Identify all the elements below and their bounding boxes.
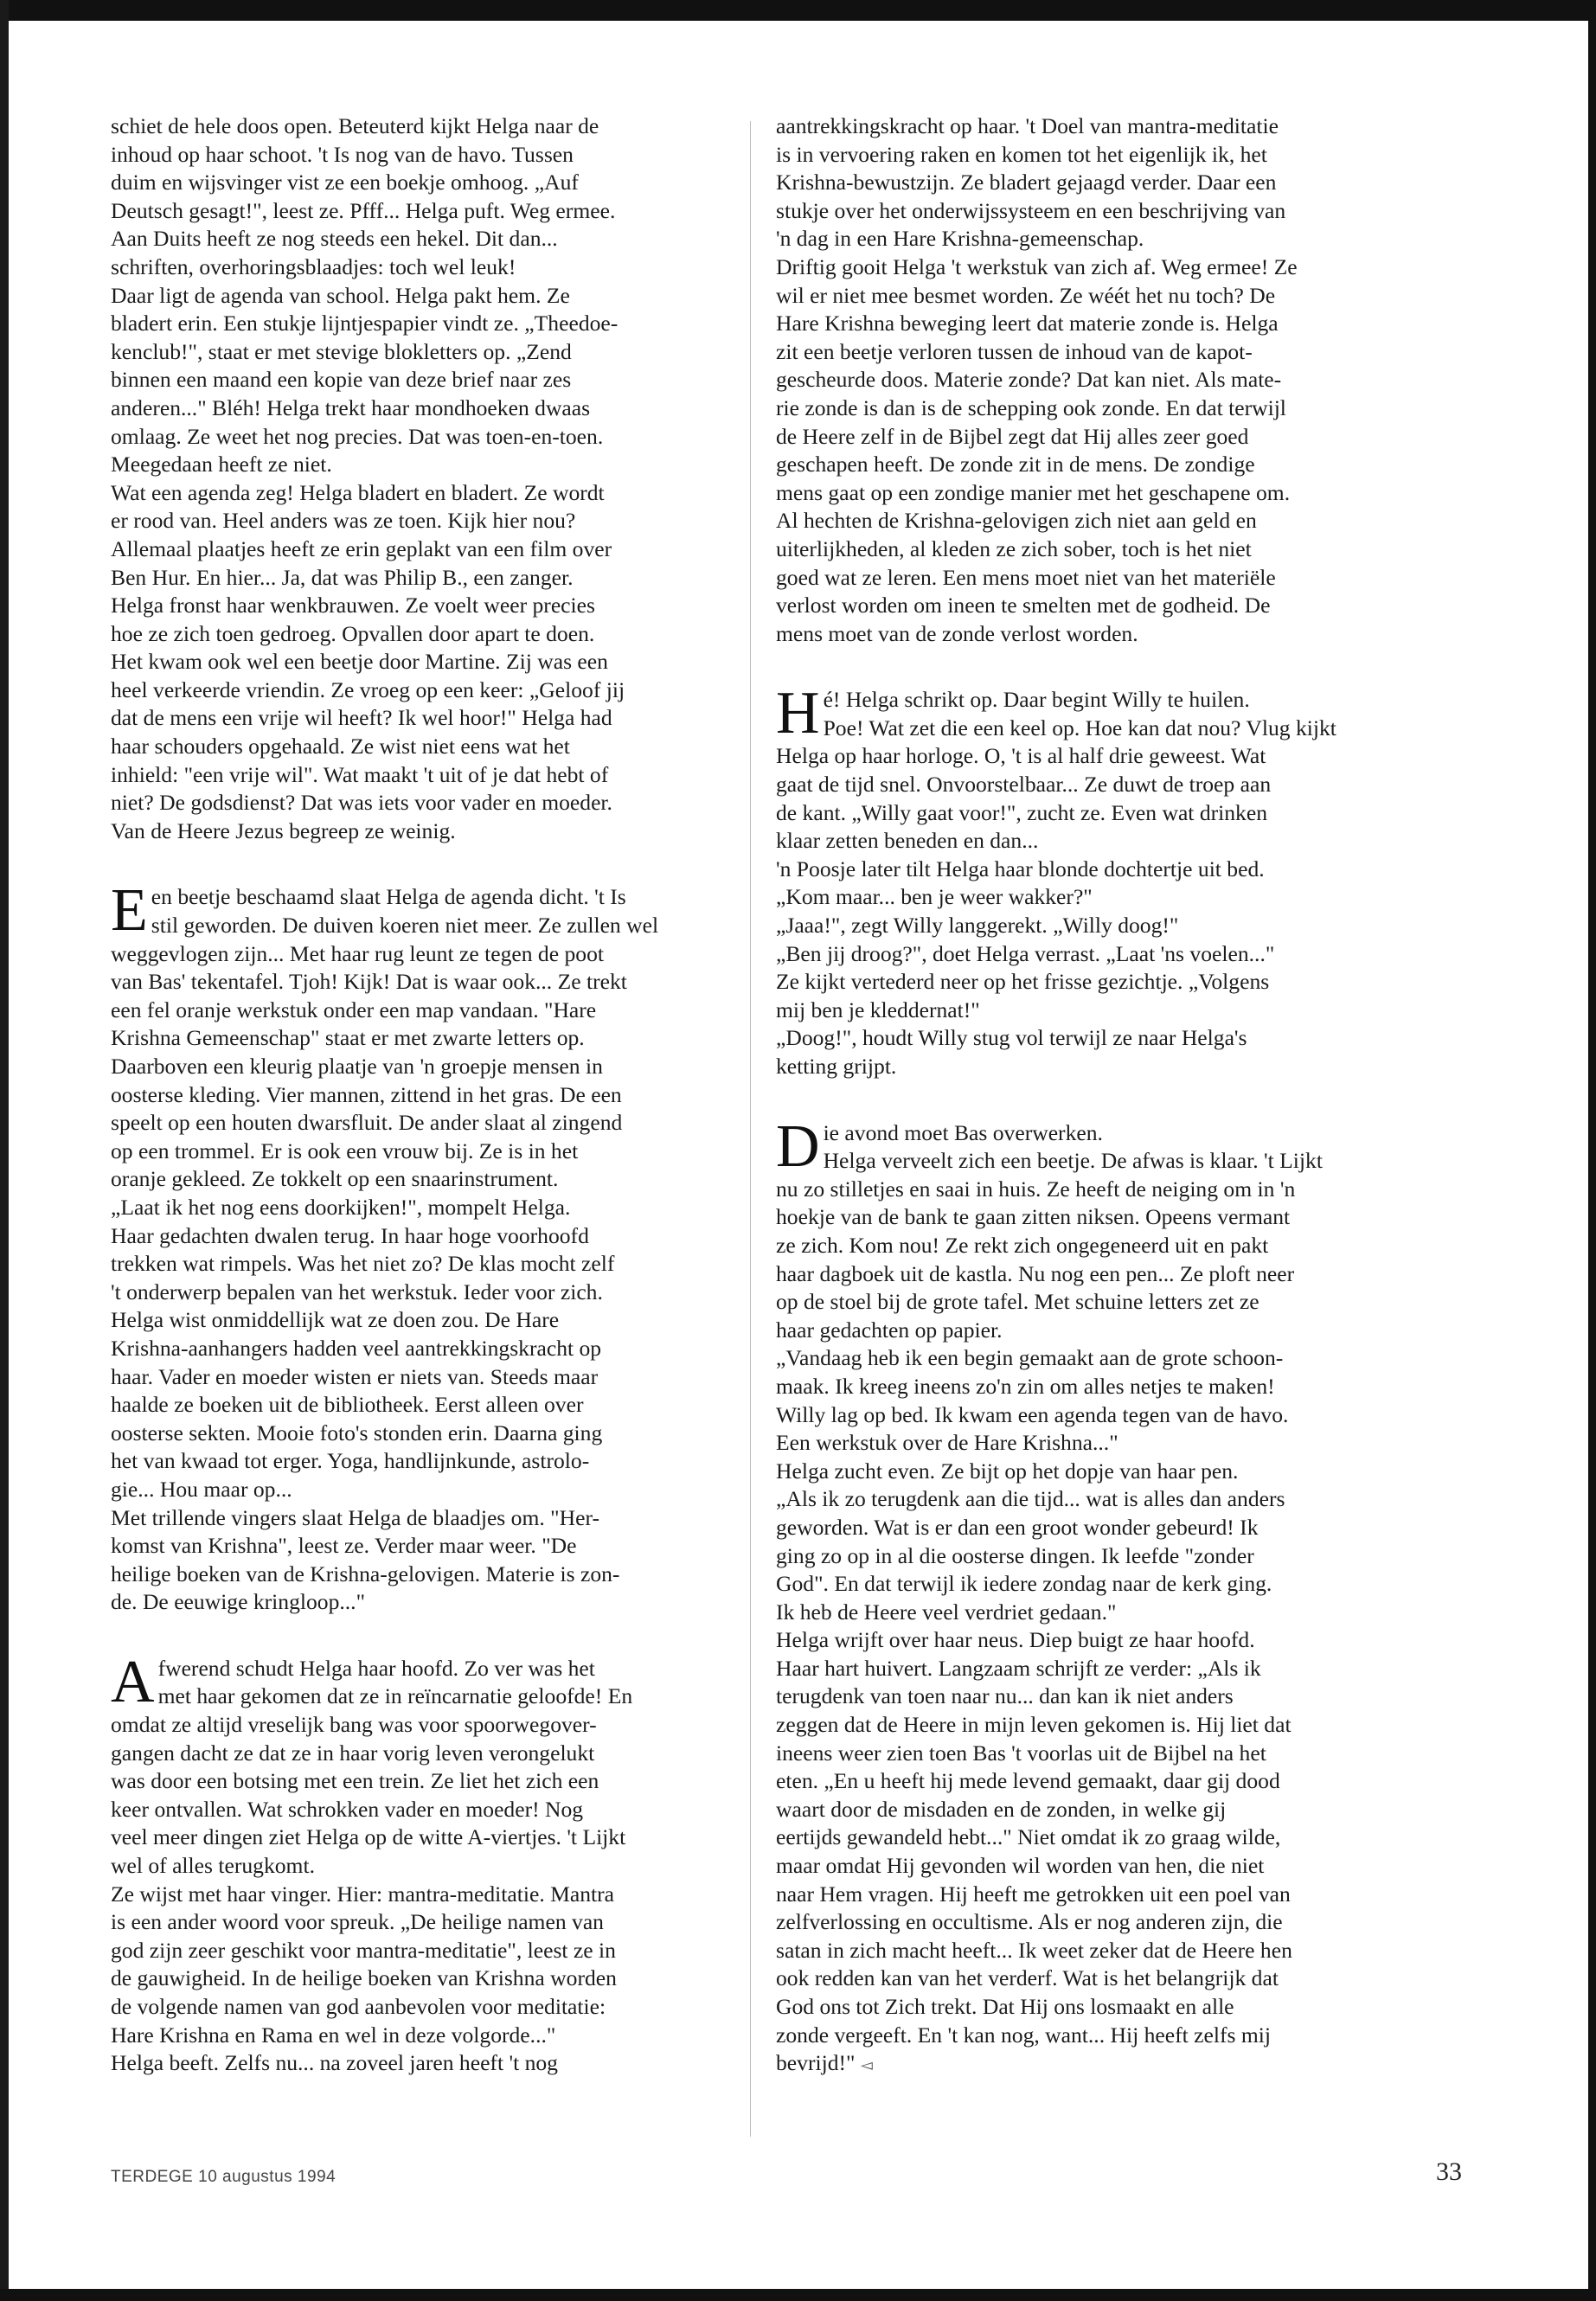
publication-footer: TERDEGE 10 augustus 1994 xyxy=(111,2168,337,2186)
right-column xyxy=(776,112,1435,2132)
scan-border-top xyxy=(0,0,1596,21)
end-of-article-icon: ◅ xyxy=(860,2056,873,2074)
dropcap-a: A xyxy=(111,1648,155,1715)
left-column xyxy=(111,112,723,2132)
column-divider xyxy=(750,121,751,2137)
page-number: 33 xyxy=(1436,2157,1462,2186)
dropcap-e: E xyxy=(111,877,148,945)
scan-border-bottom xyxy=(0,2289,1596,2301)
paragraph-right-3: Die avond moet Bas overwerken. Helga verveelt zich een beetje. De afwas is klaar. 't Lijkt nu zo stilletjes en saai in huis. Ze heeft de neiging om in 'n hoekje van de bank te gaan zitten niksen. Opeens vermant ze zich. Kom nou! Ze rekt zich ongegeneerd uit en pakt haar dagboek uit de kastla. Nu nog een pen... Ze ploft neer op de stoel bij de grote tafel. Met schuine letters zet ze haar gedachten op papier. „Vandaag heb ik een begin gemaakt aan de grote schoon- maak. Ik kreeg ineens zo'n zin om alles netjes te maken! Willy lag op bed. Ik kwam een agenda tegen van de havo. Een werkstuk over de Hare Krishna..." Helga zucht even. Ze bijt op het dopje van haar pen. „Als ik zo terugdenk aan die tijd... wat is alles dan anders geworden. Wat is er dan een groot wonder gebeurd! Ik ging zo op in al die oosterse dingen. Ik leefde "zonder God". En dat terwijl ik iedere zondag naar de kerk ging. Ik heb de Heere veel verdriet gedaan." Helga wrijft over haar neus. Diep buigt ze haar hoofd. Haar hart huivert. Langzaam schrijft ze verder: „Als ik terugdenk van toen naar nu... dan kan ik niet anders zeggen dat de Heere in mijn leven gekomen is. Hij liet dat ineens weer zien toen Bas 't voorlas uit de Bijbel na het eten. „En u heeft hij mede levend gemaakt, daar gij dood waart door de misdaden en de zonden, in welke gij eertijds gewandeld hebt..." Niet omdat ik zo graag wilde, maar omdat Hij gevonden wil worden van hen, die niet naar Hem vragen. Hij heeft me getrokken uit een poel van zelfverlossing en occultisme. Als er nog anderen zijn, die satan in zich macht heeft... Ik weet zeker dat de Heere hen ook redden kan van het verderf. Wat is het belangrijk dat God ons tot Zich trekt. Dat Hij ons losmaakt en alle zonde vergeeft. En 't kan nog, want... Hij heeft zelfs mij bevrijd!" ◅ xyxy=(776,1112,1323,2076)
dropcap-h: H xyxy=(776,680,820,747)
scan-border-right xyxy=(1588,0,1596,2301)
paragraph-right-2: Hé! Helga schrikt op. Daar begint Willy te huilen. Poe! Wat zet die een keel op. Hoe kan dat nou? Vlug kijkt Helga op haar horloge. O, 't is al half drie geweest. Wat gaat de tijd snel. Onvoorstelbaar... Ze duwt de troep aan de kant. „Willy gaat voor!", zucht ze. Even wat drinken klaar zetten beneden en dan... 'n Poosje later tilt Helga haar blonde dochtertje uit bed. „Kom maar... ben je weer wakker?" „Jaaa!", zegt Willy langgerekt. „Willy doog!" „Ben jij droog?", doet Helga verrast. „Laat 'ns voelen..." Ze kijkt vertederd neer op het frisse gezichtje. „Volgens mij ben je kleddernat!" „Doog!", houdt Willy stug vol terwijl ze naar Helga's ketting grijpt. xyxy=(776,680,1336,1079)
paragraph-left-2: Een beetje beschaamd slaat Helga de agenda dicht. 't Is stil geworden. De duiven koeren niet meer. Ze zullen wel weggevlogen zijn... Met haar rug leunt ze tegen de poot van Bas' tekentafel. Tjoh! Kijk! Dat is waar ook... Ze trekt een fel oranje werkstuk onder een map vandaan. "Hare Krishna Gemeenschap" staat er met zwarte letters op. Daarboven een kleurig plaatje van 'n groepje mensen in oosterse kleding. Vier mannen, zittend in het gras. De een speelt op een houten dwarsfluit. De ander slaat al zingend op een trommel. Er is ook een vrouw bij. Ze is in het oranje gekleed. Ze tokkelt op een snaarinstrument. „Laat ik het nog eens doorkijken!", mompelt Helga. Haar gedachten dwalen terug. In haar hoge voorhoofd trekken wat rimpels. Was het niet zo? De klas mocht zelf 't onderwerp bepalen van het werkstuk. Ieder voor zich. Helga wist onmiddellijk wat ze doen zou. De Hare Krishna-aanhangers hadden veel aantrekkingskracht op haar. Vader en moeder wisten er niets van. Steeds maar haalde ze boeken uit de bibliotheek. Eerst alleen over oosterse sekten. Mooie foto's stonden erin. Daarna ging het van kwaad tot erger. Yoga, handlijnkunde, astrolo- gie... Hou maar op... Met trillende vingers slaat Helga de blaadjes om. "Her- komst van Krishna", leest ze. Verder maar weer. "De heilige boeken van de Krishna-gelovigen. Materie is zon- de. De eeuwige kringloop..." xyxy=(111,877,659,1615)
paragraph-left-1: schiet de hele doos open. Beteuterd kijkt Helga naar de inhoud op haar schoot. 't Is nog van de havo. Tussen duim en wijsvinger vist ze een boekje omhoog. „Auf Deutsch gesagt!", leest ze. Pfff... Helga puft. Weg ermee. Aan Duits heeft ze nog steeds een hekel. Dit dan... schriften, overhoringsblaadjes: toch wel leuk! Daar ligt de agenda van school. Helga pakt hem. Ze bladert erin. Een stukje lijntjespapier vindt ze. „Theedoe- kenclub!", staat er met stevige blokletters op. „Zend binnen een maand een kopie van deze brief naar zes anderen..." Bléh! Helga trekt haar mondhoeken dwaas omlaag. Ze weet het nog precies. Dat was toen-en-toen. Meegedaan heeft ze niet. Wat een agenda zeg! Helga bladert en bladert. Ze wordt er rood van. Heel anders was ze toen. Kijk hier nou? Allemaal plaatjes heeft ze erin geplakt van een film over Ben Hur. En hier... Ja, dat was Philip B., een zanger. Helga fronst haar wenkbrauwen. Ze voelt weer precies hoe ze zich toen gedroeg. Opvallen door apart te doen. Het kwam ook wel een beetje door Martine. Zij was een heel verkeerde vriendin. Ze vroeg op een keer: „Geloof jij dat de mens een vrije wil heeft? Ik wel hoor!" Helga had haar schouders opgehaald. Ze wist niet eens wat het inhield: "een vrije wil". Wat maakt 't uit of je dat hebt of niet? De godsdienst? Dat was iets voor vader en moeder. Van de Heere Jezus begreep ze weinig. xyxy=(111,113,625,843)
dropcap-d: D xyxy=(776,1112,820,1180)
paragraph-right-1: aantrekkingskracht op haar. 't Doel van mantra-meditatie is in vervoering raken en komen tot het eigenlijk ik, het Krishna-bewustzijn. Ze bladert gejaagd verder. Daar een stukje over het onderwijssysteem en een beschrijving van 'n dag in een Hare Krishna-gemeenschap. Driftig gooit Helga 't werkstuk van zich af. Weg ermee! Ze wil er niet mee besmet worden. Ze wéét het nu toch? De Hare Krishna beweging leert dat materie zonde is. Helga zit een beetje verloren tussen de inhoud van de kapot- gescheurde doos. Materie zonde? Dat kan niet. Als mate- rie zonde is dan is de schepping ook zonde. En dat terwijl de Heere zelf in de Bijbel zegt dat Hij alles zeer goed geschapen heeft. De zonde zit in de mens. De zondige mens gaat op een zondige manier met het geschapene om. Al hechten de Krishna-gelovigen zich niet aan geld en uiterlijkheden, al kleden ze zich sober, toch is het niet goed wat ze leren. Een mens moet niet van het materiële verlost worden om ineen te smelten met de godheid. De mens moet van de zonde verlost worden. xyxy=(776,113,1298,646)
paragraph-left-3: Afwerend schudt Helga haar hoofd. Zo ver was het met haar gekomen dat ze in reïncarnatie geloofde! En omdat ze altijd vreselijk bang was voor spoorwegover- gangen dacht ze dat ze in haar vorig leven verongelukt was door een botsing met een trein. Ze liet het zich een keer ontvallen. Wat schrokken vader en moeder! Nog veel meer dingen ziet Helga op de witte A-viertjes. 't Lijkt wel of alles terugkomt. Ze wijst met haar vinger. Hier: mantra-meditatie. Mantra is een ander woord voor spreuk. „De heilige namen van god zijn zeer geschikt voor mantra-meditatie", leest ze in de gauwigheid. In de heilige boeken van Krishna worden de volgende namen van god aanbevolen voor meditatie: Hare Krishna en Rama en wel in deze volgorde..." Helga beeft. Zelfs nu... na zoveel jaren heeft 't nog xyxy=(111,1648,633,2076)
scan-border-left xyxy=(0,0,9,2301)
